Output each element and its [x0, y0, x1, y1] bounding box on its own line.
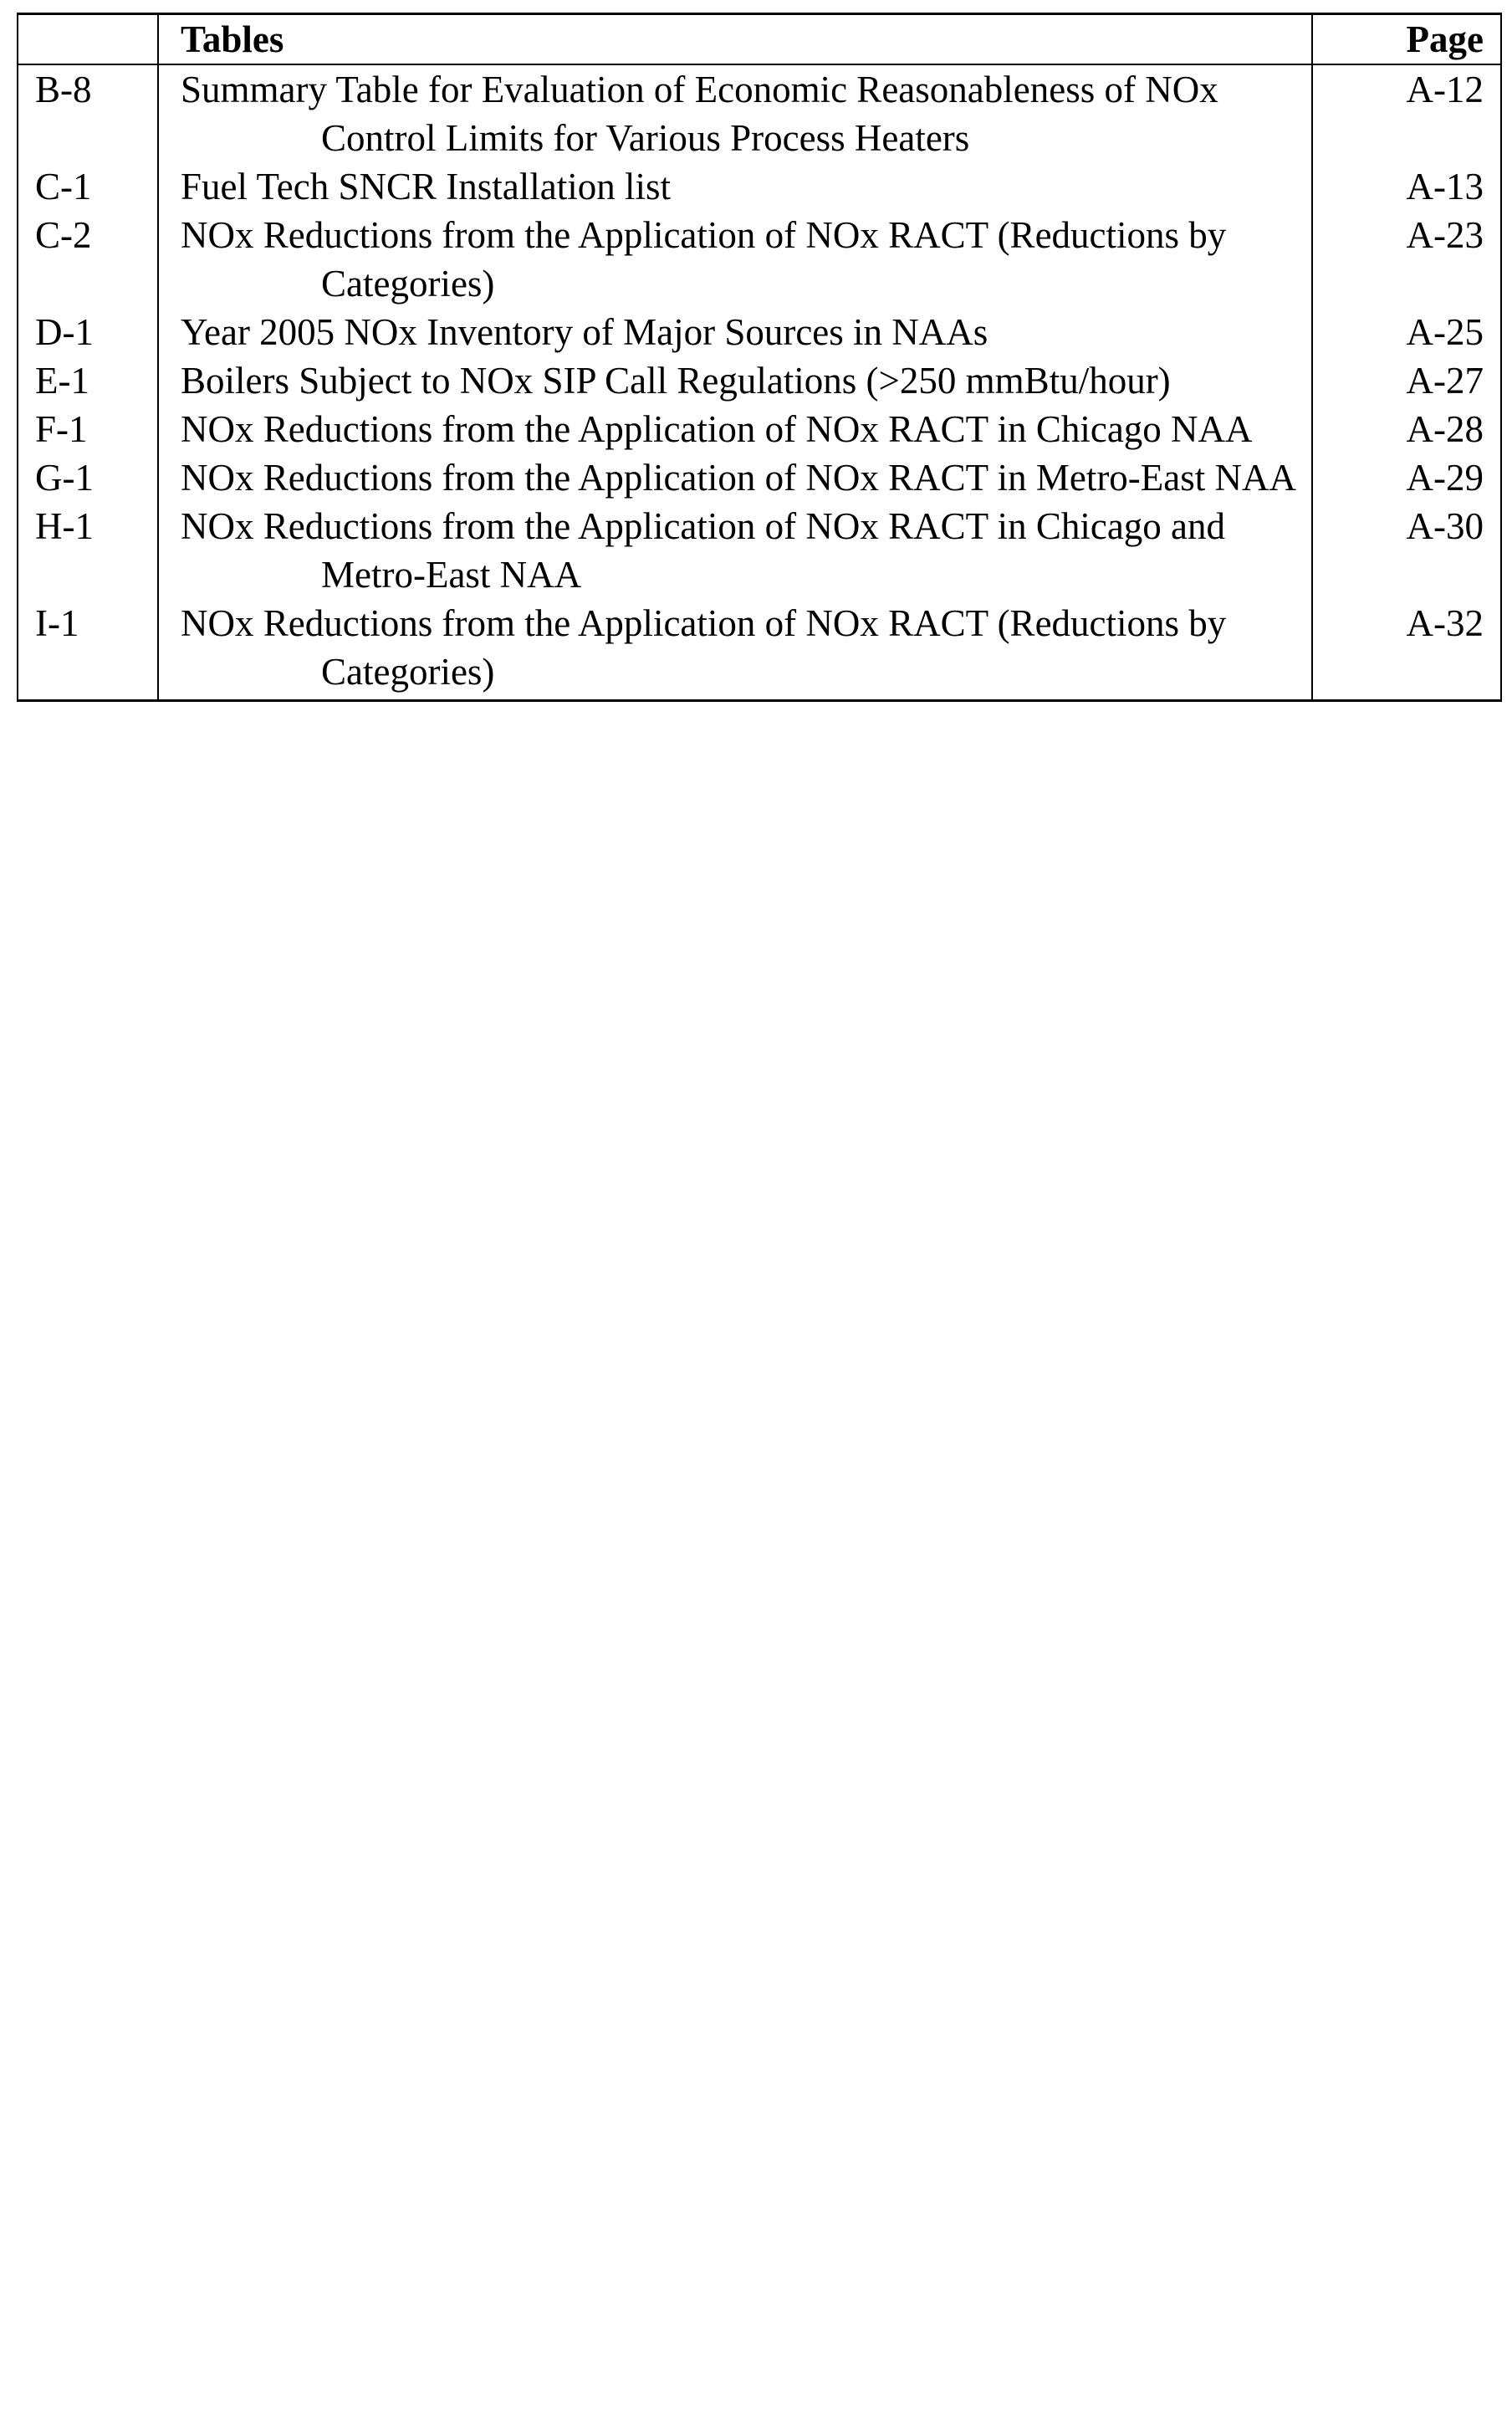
header-id — [18, 14, 158, 65]
table-page: A-25 — [1312, 308, 1501, 356]
table-title: NOx Reductions from the Application of NOx RACT in Metro-East NAA — [158, 453, 1312, 502]
table-page: A-29 — [1312, 453, 1501, 502]
table-page: A-23 — [1312, 211, 1501, 308]
table-id: C-2 — [18, 211, 158, 308]
table-row — [18, 64, 1501, 162]
table-title: NOx Reductions from the Application of NOx RACT in Chicago NAA — [158, 405, 1312, 453]
table-page: A-13 — [1312, 162, 1501, 211]
table-page: A-32 — [1312, 599, 1501, 701]
header-tables: Tables — [158, 14, 1312, 65]
table-title: NOx Reductions from the Application of NOx RACT (Reductions by Categories) — [158, 211, 1312, 308]
table-page: A-27 — [1312, 356, 1501, 405]
table-title: NOx Reductions from the Application of NOx RACT in Chicago and Metro-East NAA — [158, 502, 1312, 599]
table-id: E-1 — [18, 356, 158, 405]
table-row — [18, 162, 1501, 211]
table-row — [18, 502, 1501, 599]
table-title: Summary Table for Evaluation of Economic Reasonableness of NOx Control Limits for Various Process Heaters — [158, 64, 1312, 162]
table-page: A-30 — [1312, 502, 1501, 599]
table-id: B-8 — [18, 64, 158, 162]
table-row — [18, 599, 1501, 701]
table-row — [18, 405, 1501, 453]
table-row — [18, 453, 1501, 502]
table-title: Fuel Tech SNCR Installation list — [158, 162, 1312, 211]
table-id: C-1 — [18, 162, 158, 211]
table-title: NOx Reductions from the Application of NOx RACT (Reductions by Categories) — [158, 599, 1312, 701]
table-id: D-1 — [18, 308, 158, 356]
table-row — [18, 308, 1501, 356]
header-row — [18, 14, 1501, 65]
table-title: Boilers Subject to NOx SIP Call Regulations (>250 mmBtu/hour) — [158, 356, 1312, 405]
table-id: H-1 — [18, 502, 158, 599]
table-page: A-12 — [1312, 64, 1501, 162]
table-id: F-1 — [18, 405, 158, 453]
table-id: I-1 — [18, 599, 158, 701]
header-page: Page — [1312, 14, 1501, 65]
table-title: Year 2005 NOx Inventory of Major Sources in NAAs — [158, 308, 1312, 356]
table-page: A-28 — [1312, 405, 1501, 453]
tables-index — [17, 13, 1502, 702]
table-row — [18, 211, 1501, 308]
table-row — [18, 356, 1501, 405]
table-id: G-1 — [18, 453, 158, 502]
